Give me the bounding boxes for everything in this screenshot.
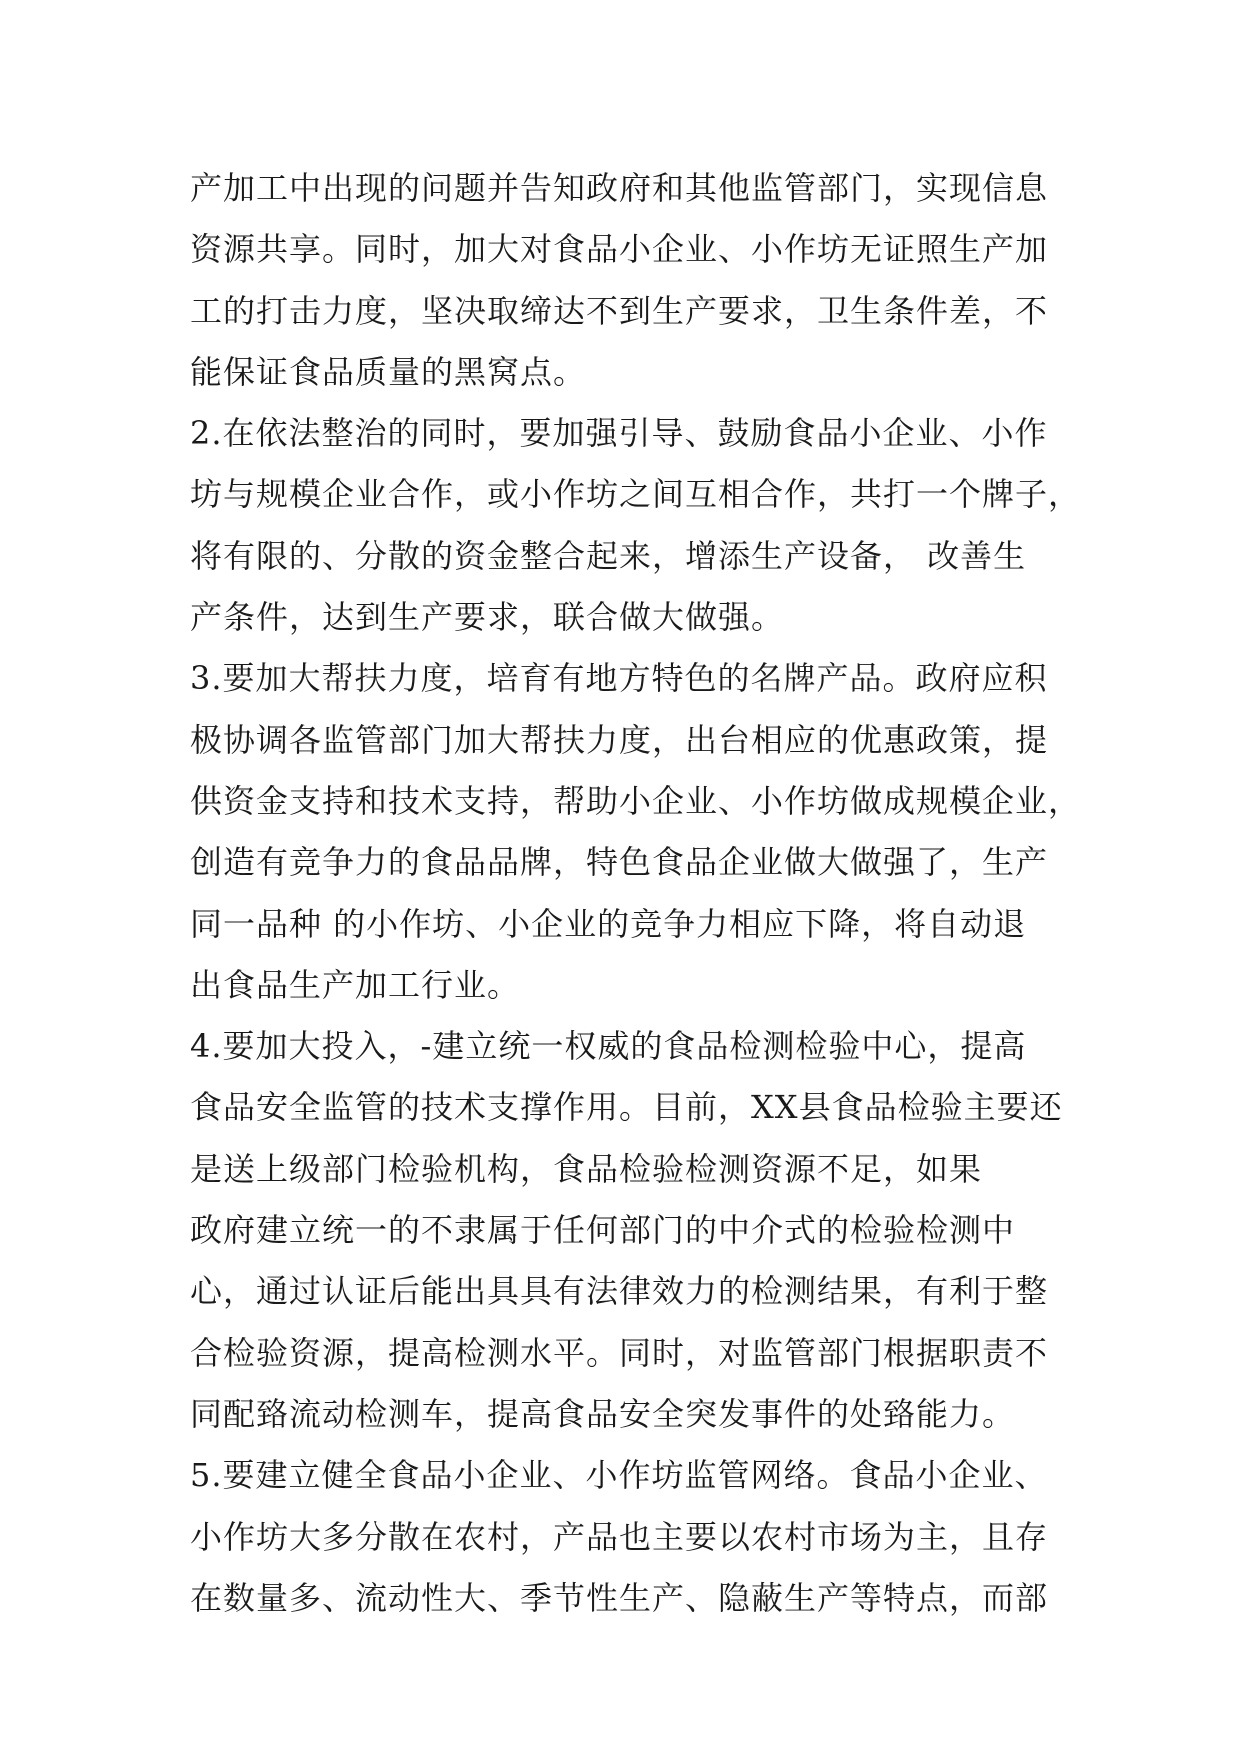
text-line: 是送上级部门检验机构，食品检验检测资源不足，如果 — [190, 1149, 983, 1188]
text-line: 合检验资源，提高检测水平。同时，对监管部门根据职责不 — [190, 1333, 1049, 1372]
document-body — [190, 158, 1082, 1629]
text-line: 同配臵流动检测车，提高食品安全突发事件的处臵能力。 — [190, 1394, 1016, 1433]
text-line: 心，通过认证后能出具具有法律效力的检测结果，有利于整 — [190, 1272, 1049, 1311]
text-line: 坊与规模企业合作，或小作坊之间互相合作，共打一个牌子， — [190, 475, 1082, 514]
text-line: 政府建立统一的不隶属于任何部门的中介式的检验检测中 — [190, 1211, 1016, 1250]
text-line: 出食品生产加工行业。 — [190, 965, 521, 1004]
text-line: 5.要建立健全食品小企业、小作坊监管网络。食品小企业、 — [190, 1456, 1048, 1495]
text-line: 工的打击力度，坚决取缔达不到生产要求，卫生条件差，不 — [190, 291, 1049, 330]
text-line: 3.要加大帮扶力度，培育有地方特色的名牌产品。政府应积 — [190, 659, 1048, 698]
text-line: 产加工中出现的问题并告知政府和其他监管部门，实现信息 — [190, 169, 1049, 207]
text-line: 资源共享。同时，加大对食品小企业、小作坊无证照生产加 — [190, 230, 1049, 269]
text-line: 能保证食品质量的黑窝点。 — [190, 352, 587, 391]
text-line: 小作坊大多分散在农村，产品也主要以农村市场为主，且存 — [190, 1517, 1049, 1556]
text-line: 在数量多、流动性大、季节性生产、隐蔽生产等特点，而部 — [190, 1578, 1049, 1617]
text-line: 产条件，达到生产要求，联合做大做强。 — [190, 598, 785, 637]
text-line: 4.要加大投入，-建立统一权威的食品检测检验中心，提高 — [190, 1027, 1027, 1066]
text-line: 创造有竞争力的食品品牌，特色食品企业做大做强了，生产 — [190, 843, 1049, 882]
text-line: 极协调各监管部门加大帮扶力度，出台相应的优惠政策，提 — [190, 720, 1049, 759]
text-line: 同一品种 的小作坊、小企业的竞争力相应下降，将自动退 — [190, 904, 1027, 943]
text-line: 将有限的、分散的资金整合起来，增添生产设备， 改善生 — [190, 536, 1027, 575]
text-line: 供资金支持和技术支持，帮助小企业、小作坊做成规模企业， — [190, 781, 1082, 820]
text-line: 食品安全监管的技术支撑作用。目前，XX县食品检验主要还 — [190, 1088, 1063, 1127]
text-line: 2.在依法整治的同时，要加强引导、鼓励食品小企业、小作 — [190, 414, 1048, 453]
